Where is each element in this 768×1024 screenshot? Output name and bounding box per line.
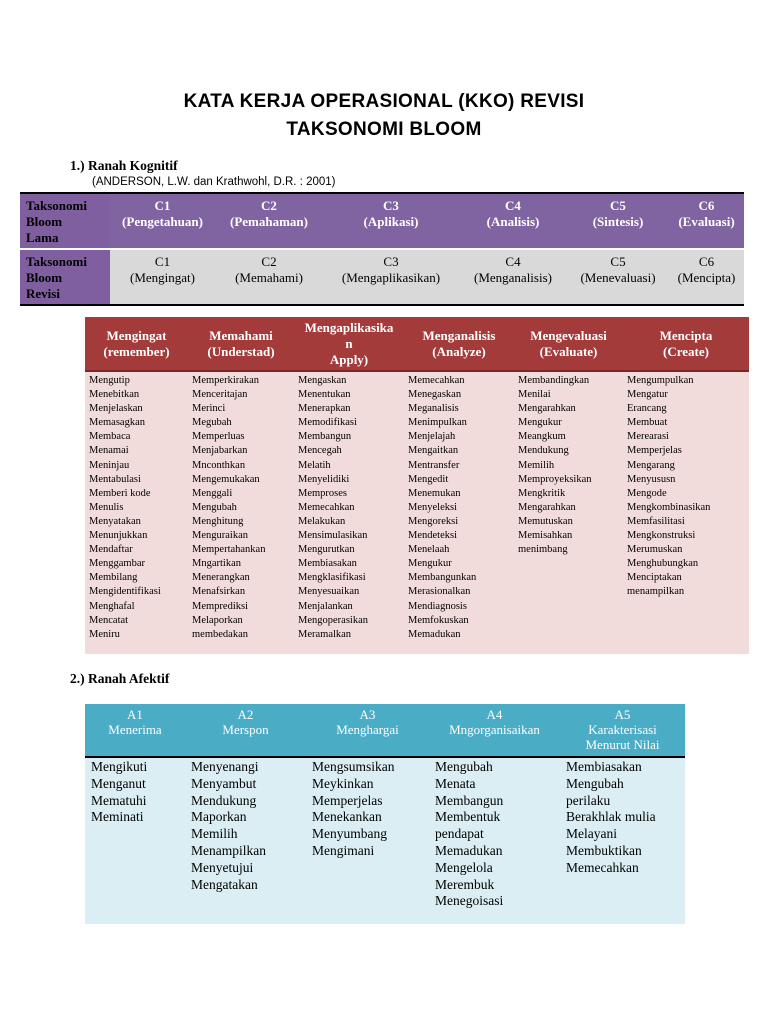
header-line: (Understad) [207,343,275,359]
verb-item: Merembuk [435,876,495,892]
verb-item: Memperjelas [312,792,383,808]
verb-item: Mengaitkan [408,445,459,457]
verb-item: Mengubah [435,759,493,774]
verb-item: Mengubah [566,775,624,791]
header-line: A1 [127,707,143,722]
verb-item: Memproyeksikan [518,473,592,485]
affective-level-header [185,704,306,757]
verb-item: Menerapkan [298,403,351,415]
affective-verb-column [85,757,185,924]
verb-item: Mendaftar [89,544,133,556]
verb-item: Menyambut [191,775,257,791]
level-code: C5 [610,254,626,269]
verb-item: Mengklasifikasi [298,572,366,584]
verb-item: Mentabulasi [89,473,141,485]
header-line: Mengingat [106,327,167,343]
level-code: C2 [261,254,277,269]
affective-level-header [306,704,429,757]
header-line: Karakterisasi [588,722,657,737]
label-line: Bloom [26,270,63,285]
verb-item: Mengkritik [518,487,566,499]
verb-item: Menganut [91,775,146,791]
verb-item: Menghafal [89,600,135,612]
verb-item: Mengoreksi [408,515,459,527]
affective-verbs-table [85,704,685,924]
affective-verb-column [185,757,306,924]
verb-item: Mendeteksi [408,530,457,542]
verb-item: Membiasakan [298,558,357,570]
level-code: C2 [261,198,277,213]
verb-item: Memperluas [192,431,245,443]
verb-item: Megubah [192,417,232,429]
verb-item: Mengode [627,487,667,499]
verb-item: Mendiagnosis [408,600,467,612]
level-name: (Aplikasi) [363,214,419,229]
level-code: C5 [610,198,626,213]
header-line: Menurut Nilai [585,737,660,752]
verb-item: Memproses [298,487,347,499]
cognitive-verb-column [188,371,294,654]
level-name: (Analisis) [486,214,540,229]
verb-item: menimbang [518,544,568,556]
cognitive-level-header [188,317,294,371]
verb-item: Mengurutkan [298,544,355,556]
verb-item: Memadukan [435,842,503,858]
label-line: Lama [26,230,59,245]
verb-item: Menciptakan [627,572,682,584]
verb-item: Mempertahankan [192,544,266,556]
verb-item: Membilang [89,572,138,584]
label-line: Taksonomi [26,254,87,269]
section-heading-affective: 2.) Ranah Afektif [70,671,170,686]
level-code: C1 [154,254,171,269]
verb-item: Membangun [435,792,504,808]
verb-item: Merumuskan [627,544,683,556]
section-source-citation: (ANDERSON, L.W. dan Krathwohl, D.R. : 2001) [92,176,336,188]
verb-item: Mensimulasikan [298,530,368,542]
verb-item: Menyetujui [191,859,254,875]
verb-item: Menegoisasi [435,893,504,909]
verb-item: Mengarang [627,459,675,471]
verb-item: Mengimani [312,842,375,858]
verb-item: Menyesuaikan [298,586,360,598]
level-code: C4 [505,198,521,213]
verb-item: Mengatur [627,389,668,401]
verb-item: Menyatakan [89,515,141,527]
verb-item: Meninjau [89,459,130,471]
verb-item: Memilih [518,459,555,471]
section-heading-cognitive: 1.) Ranah Kognitif [70,158,178,173]
verb-item: Membangun [298,431,352,443]
cognitive-level-header [514,317,623,371]
verb-item: pendapat [435,826,484,842]
taxonomy-old-row [20,193,744,249]
header-line: Mngorganisaikan [449,722,540,737]
verb-item: Memprediksi [192,600,248,612]
verb-item: Mengidentifikasi [89,586,161,598]
cognitive-header-row [85,317,749,371]
level-name: (Menevaluasi) [580,270,656,285]
cognitive-verb-column [514,371,623,654]
taxonomy-revised-cell [323,249,459,305]
verb-item: Membuktikan [566,842,642,858]
verb-item: Menata [435,775,476,791]
cognitive-verb-column [294,371,404,654]
verb-item: Menyenangi [191,759,259,774]
verb-item: Melakukan [298,515,346,527]
verb-item: Meramalkan [298,628,352,640]
affective-level-header [560,704,685,757]
verb-item: Maporkan [191,809,247,825]
verb-item: Memfasilitasi [627,515,685,527]
cognitive-verb-column [623,371,749,654]
header-line: Menganalisis [422,327,496,343]
level-name: (Mengingat) [130,270,195,285]
verb-item: Mencatat [89,614,129,626]
verb-item: Menghitung [192,515,244,527]
verb-item: Meykinkan [312,775,374,791]
verb-item: Mengaskan [298,375,347,386]
verb-item: perilaku [566,792,611,808]
verb-item: Mengkombinasikan [627,501,711,513]
verb-item: Menentukan [298,389,351,401]
affective-verbs-row [85,757,685,924]
verb-item: Mengatakan [191,876,258,892]
verb-item: Memecahkan [408,375,465,386]
verb-item: Menamai [89,445,129,457]
verb-item: membedakan [192,628,248,640]
verb-item: Mengubah [192,501,237,513]
level-name: (Memahami) [235,270,303,285]
taxonomy-revised-cell [110,249,215,305]
verb-item: Memasagkan [89,417,145,429]
verb-item: Membangunkan [408,572,477,584]
verb-item: Meniru [89,628,120,640]
level-name: (Evaluasi) [678,214,735,229]
verb-item: Mengukur [518,417,562,429]
taxonomy-old-cell [567,193,669,249]
header-line: Mengaplikasika [304,319,394,335]
verb-item: Menulis [89,501,124,513]
verb-item: Mengoperasikan [298,614,368,626]
cognitive-verbs-table [85,317,749,654]
verb-item: Mendukung [518,445,569,457]
verb-item: Menafsirkan [192,586,246,598]
verb-item: Mengumpulkan [627,375,694,386]
verb-item: Menimpulkan [408,417,467,429]
verb-item: Menyususn [627,473,676,485]
taxonomy-revised-cell [669,249,744,305]
affective-level-header [85,704,185,757]
taxonomy-revised-label [20,249,110,305]
header-line: Merspon [222,722,269,737]
verb-item: Menjelajah [408,431,456,443]
verb-item: Mngartikan [192,558,241,570]
level-code: C3 [383,254,399,269]
verb-item: Menerangkan [192,572,250,584]
verb-item: Menguraikan [192,530,248,542]
taxonomy-old-cell [215,193,323,249]
level-code: C6 [698,254,715,269]
taxonomy-revised-row [20,249,744,305]
level-name: (Pengetahuan) [122,214,203,229]
header-line: A4 [486,707,503,722]
affective-verb-column [306,757,429,924]
cognitive-verbs-row [85,371,749,654]
level-code: C6 [698,198,715,213]
header-line: Memahami [209,327,273,343]
level-code: C1 [154,198,171,213]
header-line: (Evaluate) [539,343,598,359]
cognitive-level-header [294,317,404,371]
verb-item: Melayani [566,826,617,842]
taxonomy-comparison-table [20,192,744,306]
verb-item: Merinci [192,403,226,415]
level-name: (Sintesis) [592,214,644,229]
verb-item: Memilih [191,826,238,842]
verb-item: Mengelola [435,859,493,875]
verb-item: Memecahkan [566,859,639,875]
verb-item: Mematuhi [91,792,147,808]
verb-item: Mengikuti [91,759,148,774]
verb-item: Memutuskan [518,515,573,527]
verb-item: Mencegah [298,445,342,457]
verb-item: Mnconthkan [192,459,246,471]
verb-item: Menggambar [89,558,145,570]
header-line: A3 [359,707,376,722]
level-name: (Mengaplikasikan) [341,270,441,285]
taxonomy-old-cell [323,193,459,249]
header-line: Menerima [108,722,162,737]
verb-item: Melatih [298,459,331,471]
verb-item: Menjalankan [298,600,353,612]
taxonomy-old-cell [110,193,215,249]
verb-item: Menggali [192,487,233,499]
level-name: (Menganalisis) [474,270,552,285]
verb-item: menampilkan [627,586,685,598]
affective-header-row [85,704,685,757]
verb-item: Mengedit [408,473,449,485]
verb-item: Memodifikasi [298,417,357,429]
header-line: (remember) [103,343,170,359]
cognitive-level-header [623,317,749,371]
cognitive-verb-column [404,371,514,654]
level-code: C3 [383,198,399,213]
label-line: Taksonomi [26,198,87,213]
taxonomy-revised-cell [459,249,567,305]
verb-item: Menyeleksi [408,501,457,513]
verb-item: Memisahkan [518,530,573,542]
verb-item: Menunjukkan [89,530,148,542]
verb-item: Menceritajan [192,389,248,401]
verb-item: Menampilkan [191,842,266,858]
verb-item: Berakhlak mulia [566,809,656,825]
verb-item: Menilai [518,389,551,401]
header-line: A5 [614,707,631,722]
taxonomy-revised-cell [567,249,669,305]
verb-item: Menyelidiki [298,473,350,485]
verb-item: Menjelaskan [89,403,143,415]
level-code: C4 [505,254,521,269]
verb-item: Membiasakan [566,759,642,774]
verb-item: Mengemukakan [192,473,260,485]
verb-item: Melaporkan [192,614,243,626]
verb-item: Membuat [627,417,668,429]
verb-item: Menghubungkan [627,558,699,570]
label-line: Revisi [26,286,60,301]
verb-item: Mengarahkan [518,403,576,415]
affective-level-header [429,704,560,757]
verb-item: Memadukan [408,628,461,640]
verb-item: Membaca [89,431,131,443]
taxonomy-old-cell [669,193,744,249]
verb-item: Menyumbang [312,826,387,842]
document-title-line-2: TAKSONOMI BLOOM [286,119,482,140]
verb-item: Menemukan [408,487,461,499]
header-line: A2 [237,707,254,722]
verb-item: Memperjelas [627,445,682,457]
verb-item: Mengsumsikan [312,759,395,774]
taxonomy-old-label [20,193,110,249]
affective-verb-column [429,757,560,924]
header-line: Mencipta [659,327,713,343]
cognitive-level-header [85,317,188,371]
verb-item: Mengukur [408,558,452,570]
verb-item: Mendukung [191,792,257,808]
header-line: n [345,335,353,351]
verb-item: Merearasi [627,431,669,443]
affective-verb-column [560,757,685,924]
verb-item: Membentuk [435,809,501,825]
verb-item: Mengutip [89,375,130,386]
label-line: Bloom [26,214,63,229]
verb-item: Mentransfer [408,459,460,471]
header-line: Menghargai [336,722,399,737]
level-name: (Mencipta) [677,270,736,285]
verb-item: Menegaskan [408,389,462,401]
header-line: (Create) [663,343,709,359]
verb-item: Erancang [627,403,667,415]
verb-item: Memperkirakan [192,375,260,386]
verb-item: Mengkonstruksi [627,530,696,542]
document-title-line-1: KATA KERJA OPERASIONAL (KKO) REVISI [183,91,585,112]
verb-item: Menebitkan [89,389,140,401]
header-line: Apply) [329,351,369,367]
verb-item: Memfokuskan [408,614,469,626]
header-line: (Analyze) [432,343,486,359]
verb-item: Meganalisis [408,403,459,415]
cognitive-level-header [404,317,514,371]
verb-item: Menelaah [408,544,450,556]
verb-item: Mengarahkan [518,501,576,513]
verb-item: Meminati [91,809,144,825]
taxonomy-old-cell [459,193,567,249]
cognitive-verb-column [85,371,188,654]
verb-item: Memberi kode [89,487,151,499]
verb-item: Merasionalkan [408,586,471,598]
verb-item: Meangkum [518,431,566,443]
taxonomy-revised-cell [215,249,323,305]
verb-item: Menjabarkan [192,445,248,457]
verb-item: Membandingkan [518,375,590,386]
verb-item: Menekankan [312,809,382,825]
verb-item: Memecahkan [298,501,355,513]
level-name: (Pemahaman) [230,214,308,229]
header-line: Mengevaluasi [530,327,607,343]
